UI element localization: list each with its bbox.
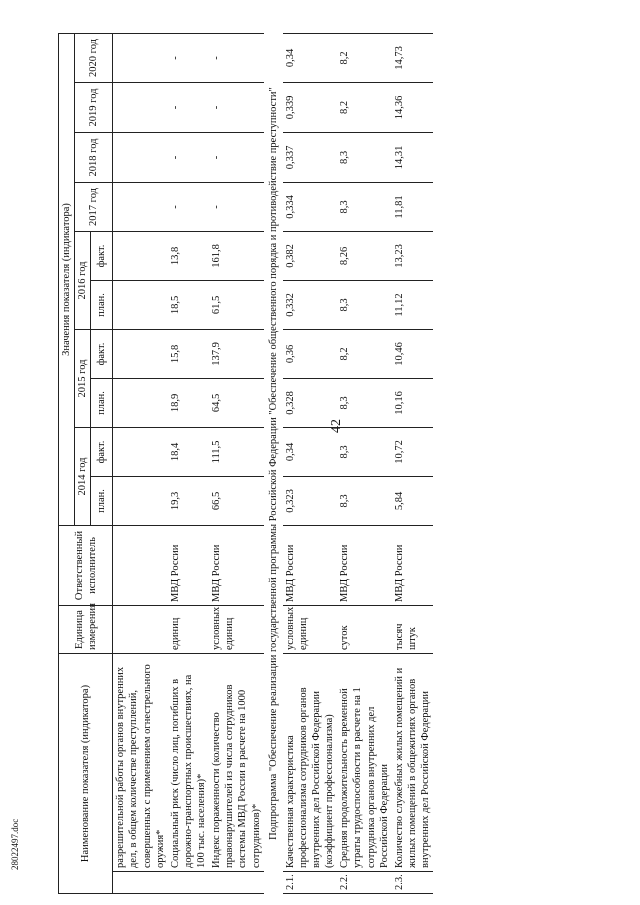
responsible-executor: МВД России <box>392 525 433 605</box>
unit-of-measure: условных единиц <box>209 605 264 653</box>
row-number <box>113 872 168 894</box>
value-cell: - <box>168 182 209 231</box>
responsible-executor: МВД России <box>337 525 392 605</box>
value-cell <box>113 132 168 182</box>
value-cell: 18,9 <box>168 378 209 427</box>
value-cell: 18,5 <box>168 280 209 329</box>
header-name: Наименование показателя (индикатора) <box>59 653 113 893</box>
header-fact-2014: факт. <box>91 427 113 476</box>
responsible-executor: МВД России <box>283 525 338 605</box>
value-cell: - <box>209 182 264 231</box>
value-cell <box>113 378 168 427</box>
value-cell: 0,323 <box>283 476 338 525</box>
value-cell: 0,382 <box>283 231 338 280</box>
value-cell: 0,328 <box>283 378 338 427</box>
header-year-2015: 2015 год <box>75 329 91 427</box>
header-fact-2015: факт. <box>91 329 113 378</box>
value-cell: 64,5 <box>209 378 264 427</box>
value-cell: 8,26 <box>337 231 392 280</box>
table-row <box>113 33 168 893</box>
page-number: 42 <box>329 419 344 433</box>
value-cell: 11,81 <box>392 182 433 231</box>
value-cell: 15,8 <box>168 329 209 378</box>
responsible-executor <box>113 525 168 605</box>
header-executor: Ответственный исполнитель <box>59 525 113 605</box>
value-cell: 8,2 <box>337 33 392 82</box>
value-cell: 8,3 <box>337 427 392 476</box>
value-cell: 161,8 <box>209 231 264 280</box>
row-number: 2.1. <box>283 872 338 894</box>
header-year-2018: 2018 год <box>75 132 113 182</box>
unit-of-measure: единиц <box>168 605 209 653</box>
unit-of-measure: условных единиц <box>283 605 338 653</box>
indicator-name: Качественная характеристика профессионализма сотрудников органов внутренних дел Российской Федерации (коэффициент профессионализма) <box>283 653 338 871</box>
header-plan-2014: план. <box>91 476 113 525</box>
unit-of-measure: тысяч штук <box>392 605 433 653</box>
value-cell: 10,46 <box>392 329 433 378</box>
row-number: 2.2. <box>337 872 392 894</box>
table-body-top <box>113 33 264 893</box>
value-cell: 0,34 <box>283 427 338 476</box>
footer-document-code: 28022497.doc <box>10 818 20 870</box>
value-cell: 13,23 <box>392 231 433 280</box>
table-row <box>168 33 209 893</box>
value-cell: 8,3 <box>337 132 392 182</box>
value-cell: 66,5 <box>209 476 264 525</box>
value-cell <box>113 280 168 329</box>
unit-of-measure: суток <box>337 605 392 653</box>
value-cell: 0,334 <box>283 182 338 231</box>
table-row <box>392 33 433 893</box>
value-cell <box>113 231 168 280</box>
responsible-executor: МВД России <box>209 525 264 605</box>
table-row <box>337 33 392 893</box>
indicator-name: Индекс пораженности (количество правонарушителей из числа сотрудников системы МВД России в расчете на 1000 сотрудников)* <box>209 653 264 871</box>
value-cell: 13,8 <box>168 231 209 280</box>
indicator-name: Средняя продолжительность временной утраты трудоспособности в расчете на 1 сотрудника органов внутренних дел Российской Федерации <box>337 653 392 871</box>
value-cell: 111,5 <box>209 427 264 476</box>
header-year-2014: 2014 год <box>75 427 91 525</box>
value-cell <box>113 82 168 132</box>
responsible-executor: МВД России <box>168 525 209 605</box>
value-cell: 61,5 <box>209 280 264 329</box>
value-cell <box>113 182 168 231</box>
value-cell <box>113 33 168 82</box>
value-cell: - <box>168 33 209 82</box>
unit-of-measure <box>113 605 168 653</box>
value-cell: 8,3 <box>337 182 392 231</box>
value-cell: 0,34 <box>283 33 338 82</box>
value-cell: 0,36 <box>283 329 338 378</box>
value-cell <box>113 329 168 378</box>
value-cell: - <box>209 82 264 132</box>
indicator-name: Социальный риск (число лиц, погибших в дорожно-транспортных происшествиях, на 100 тыс. населения)* <box>168 653 209 871</box>
header-year-2020: 2020 год <box>75 33 113 82</box>
indicator-name: Количество служебных жилых помещений и жилых помещений в общежитиях органов внутренних дел Российской Федерации <box>392 653 433 871</box>
value-cell: - <box>209 33 264 82</box>
value-cell: 14,36 <box>392 82 433 132</box>
value-cell: 10,16 <box>392 378 433 427</box>
header-plan-2016: план. <box>91 280 113 329</box>
value-cell: 14,73 <box>392 33 433 82</box>
indicators-table <box>58 33 433 894</box>
header-year-2019: 2019 год <box>75 82 113 132</box>
value-cell: 8,3 <box>337 476 392 525</box>
table-row <box>209 33 264 893</box>
table-body-bottom <box>283 33 433 893</box>
value-cell: 14,31 <box>392 132 433 182</box>
rotated-table-container <box>58 34 558 894</box>
table-row <box>283 33 338 893</box>
value-cell <box>113 476 168 525</box>
value-cell: 11,12 <box>392 280 433 329</box>
value-cell: 8,2 <box>337 329 392 378</box>
value-cell: 10,72 <box>392 427 433 476</box>
value-cell: - <box>168 132 209 182</box>
row-number <box>209 872 264 894</box>
header-unit: Единица измерения <box>59 605 113 653</box>
subprogram-title: Подпрограмма "Обеспечение реализации государственной программы Российской Федерации "Обеспечение общественного порядка и противодействие преступности" <box>267 87 279 840</box>
value-cell: 8,3 <box>337 280 392 329</box>
header-values-group: Значения показателя (индикатора) <box>59 33 75 525</box>
value-cell: 8,3 <box>337 378 392 427</box>
value-cell: 0,332 <box>283 280 338 329</box>
value-cell: 8,2 <box>337 82 392 132</box>
indicator-name: разрешительной работы органов внутренних дел, в общем количестве преступлений, совершенных с применением огнестрельного оружия* <box>113 653 168 871</box>
value-cell <box>113 427 168 476</box>
value-cell: 19,3 <box>168 476 209 525</box>
value-cell: 137,9 <box>209 329 264 378</box>
header-year-2016: 2016 год <box>75 231 91 329</box>
value-cell: 0,337 <box>283 132 338 182</box>
header-plan-2015: план. <box>91 378 113 427</box>
row-number: 2.3. <box>392 872 433 894</box>
value-cell: 5,84 <box>392 476 433 525</box>
value-cell: - <box>209 132 264 182</box>
value-cell: 0,339 <box>283 82 338 132</box>
header-year-2017: 2017 год <box>75 182 113 231</box>
header-fact-2016: факт. <box>91 231 113 280</box>
value-cell: 18,4 <box>168 427 209 476</box>
value-cell: - <box>168 82 209 132</box>
row-number <box>168 872 209 894</box>
